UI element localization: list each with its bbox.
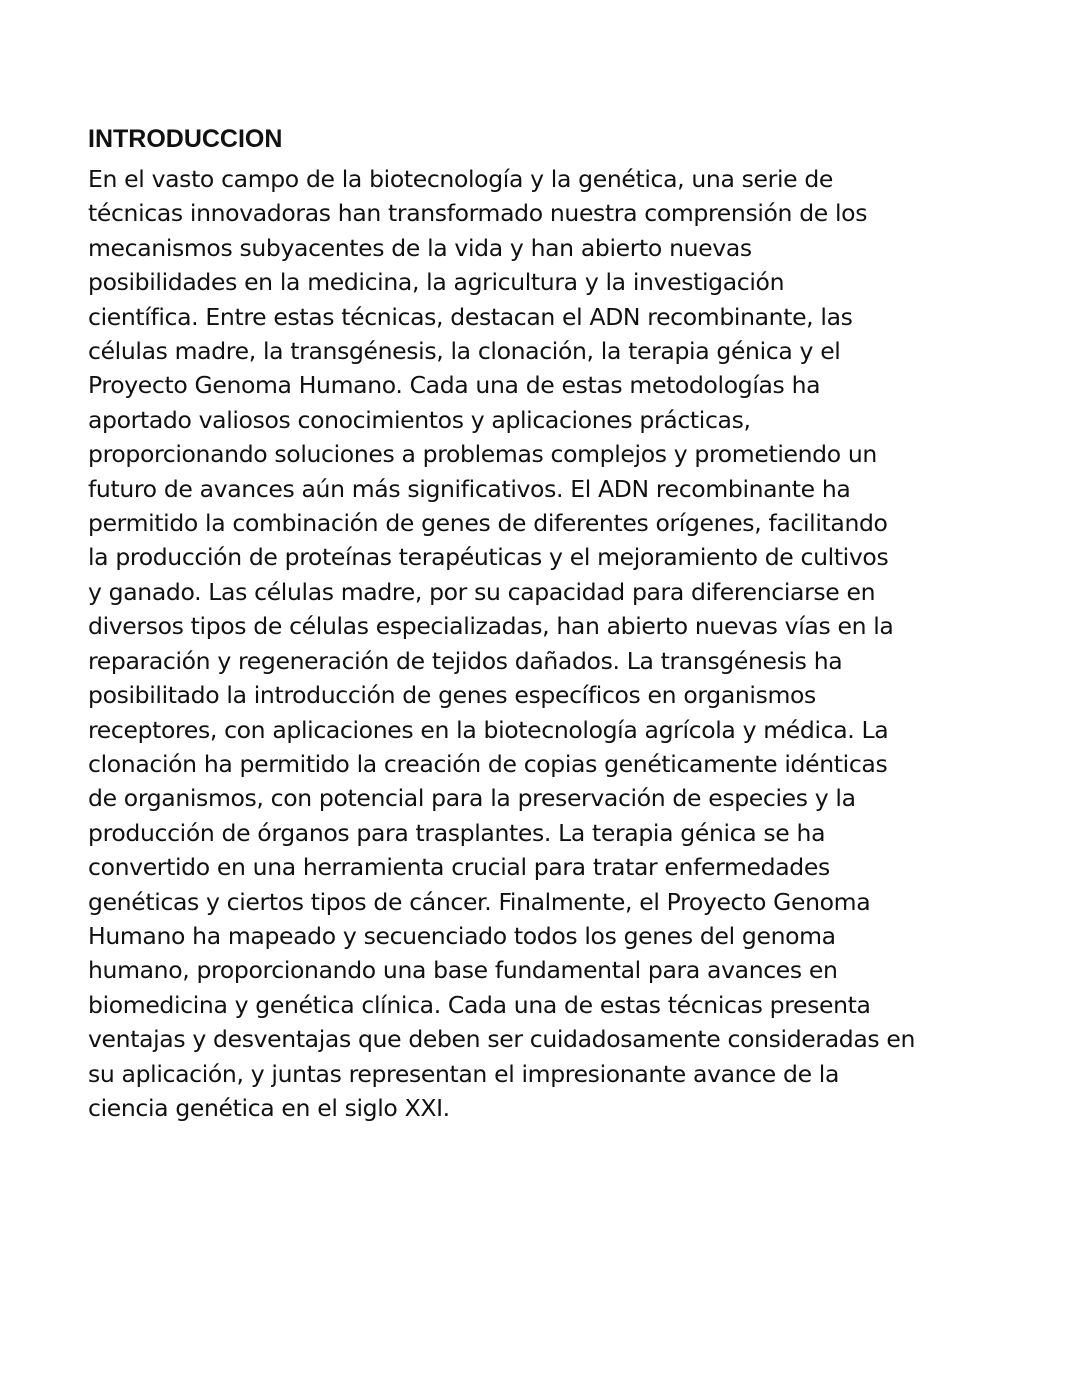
paragraph-line: diversos tipos de células especializadas, han abierto nuevas vías en la bbox=[88, 612, 894, 641]
introduction-paragraph bbox=[88, 162, 1048, 1125]
paragraph-line: producción de órganos para trasplantes. La terapia génica se ha bbox=[88, 818, 826, 847]
paragraph-line: humano, proporcionando una base fundamental para avances en bbox=[88, 956, 838, 985]
paragraph-line: ventajas y desventajas que deben ser cuidadosamente consideradas en bbox=[88, 1025, 916, 1054]
paragraph-line: posibilitado la introducción de genes específicos en organismos bbox=[88, 681, 816, 710]
paragraph-line: y ganado. Las células madre, por su capacidad para diferenciarse en bbox=[88, 577, 876, 606]
paragraph-line: clonación ha permitido la creación de copias genéticamente idénticas bbox=[88, 749, 888, 778]
paragraph-line: receptores, con aplicaciones en la biotecnología agrícola y médica. La bbox=[88, 715, 889, 744]
paragraph-line: biomedicina y genética clínica. Cada una de estas técnicas presenta bbox=[88, 990, 871, 1019]
paragraph-line: técnicas innovadoras han transformado nuestra comprensión de los bbox=[88, 199, 868, 228]
paragraph-line: científica. Entre estas técnicas, destacan el ADN recombinante, las bbox=[88, 302, 853, 331]
paragraph-line: reparación y regeneración de tejidos dañados. La transgénesis ha bbox=[88, 646, 843, 675]
paragraph-line: permitido la combinación de genes de diferentes orígenes, facilitando bbox=[88, 509, 888, 538]
paragraph-line: ciencia genética en el siglo XXI. bbox=[88, 1093, 450, 1122]
paragraph-line: células madre, la transgénesis, la clonación, la terapia génica y el bbox=[88, 337, 841, 366]
paragraph-line: genéticas y ciertos tipos de cáncer. Finalmente, el Proyecto Genoma bbox=[88, 887, 871, 916]
document-page bbox=[88, 122, 1048, 1125]
paragraph-line: mecanismos subyacentes de la vida y han abierto nuevas bbox=[88, 233, 752, 262]
paragraph-line: futuro de avances aún más significativos. El ADN recombinante ha bbox=[88, 474, 851, 503]
paragraph-line: la producción de proteínas terapéuticas y el mejoramiento de cultivos bbox=[88, 543, 889, 572]
section-heading: INTRODUCCION bbox=[88, 125, 283, 153]
paragraph-line: En el vasto campo de la biotecnología y la genética, una serie de bbox=[88, 165, 834, 193]
paragraph-line: Humano ha mapeado y secuenciado todos los genes del genoma bbox=[88, 921, 836, 950]
paragraph-line: posibilidades en la medicina, la agricultura y la investigación bbox=[88, 268, 785, 297]
paragraph-line: proporcionando soluciones a problemas complejos y prometiendo un bbox=[88, 440, 877, 469]
paragraph-line: su aplicación, y juntas representan el impresionante avance de la bbox=[88, 1059, 840, 1088]
paragraph-line: aportado valiosos conocimientos y aplicaciones prácticas, bbox=[88, 405, 751, 434]
paragraph-line: Proyecto Genoma Humano. Cada una de estas metodologías ha bbox=[88, 371, 821, 400]
paragraph-line: convertido en una herramienta crucial para tratar enfermedades bbox=[88, 853, 830, 882]
paragraph-line: de organismos, con potencial para la preservación de especies y la bbox=[88, 784, 856, 813]
